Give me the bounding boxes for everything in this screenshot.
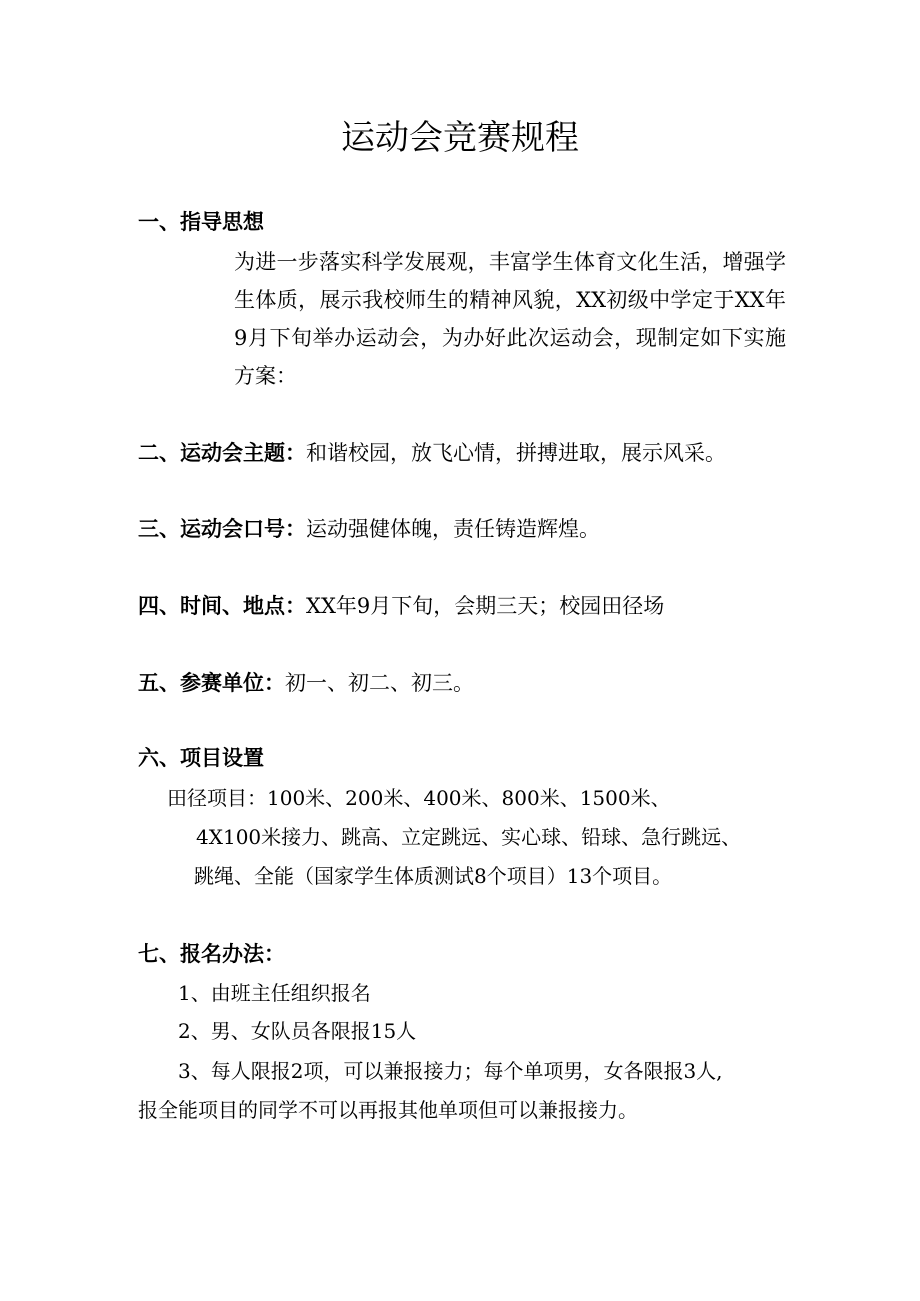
section-heading-label: 五、参赛单位： (138, 671, 285, 695)
section-heading-registration (138, 938, 285, 970)
section-heading-label: 四、时间、地点： (138, 594, 306, 618)
section-heading-participants (138, 667, 474, 699)
section-heading-guiding-ideology (138, 206, 264, 238)
section-heading-events (138, 742, 264, 774)
section-body-guiding-ideology: 为进一步落实科学发展观，丰富学生体育文化生活，增强学生体质，展示我校师生的精神风貌，XX初级中学定于XX年9月下旬举办运动会，为办好此次运动会，现制定如下实施方案： (234, 250, 786, 388)
document-title: 运动会竞赛规程 (341, 118, 579, 158)
section-value-time-place: XX年9月下旬，会期三天；校园田径场 (306, 594, 665, 618)
events-line: 4X100米接力、跳高、立定跳远、实心球、铅球、急行跳远、 (196, 825, 742, 849)
registration-item: 报全能项目的同学不可以再报其他单项但可以兼报接力。 (138, 1098, 638, 1122)
section-heading-label: 六、项目设置 (138, 746, 264, 770)
section-heading-label: 七、报名办法： (138, 942, 285, 966)
section-value-participants: 初一、初二、初三。 (285, 671, 474, 695)
section-heading-theme (138, 437, 726, 469)
events-line: 田径项目：100米、200米、400米、800米、1500米、 (167, 786, 671, 810)
section-heading-time-place (138, 590, 664, 622)
section-value-slogan: 运动强健体魄，责任铸造辉煌。 (306, 517, 600, 541)
section-heading-label: 三、运动会口号： (138, 517, 306, 541)
section-heading-label: 二、运动会主题： (138, 441, 306, 465)
section-value-theme: 和谐校园，放飞心情，拼搏进取，展示风采。 (306, 441, 726, 465)
registration-item: 1、由班主任组织报名 (178, 981, 371, 1005)
events-line: 跳绳、全能（国家学生体质测试8个项目）13个项目。 (194, 864, 673, 888)
section-heading-slogan (138, 513, 600, 545)
registration-item: 3、每人限报2项，可以兼报接力；每个单项男，女各限报3人, (178, 1059, 723, 1083)
section-heading-label: 一、指导思想 (138, 210, 264, 234)
registration-item: 2、男、女队员各限报15人 (178, 1019, 417, 1043)
